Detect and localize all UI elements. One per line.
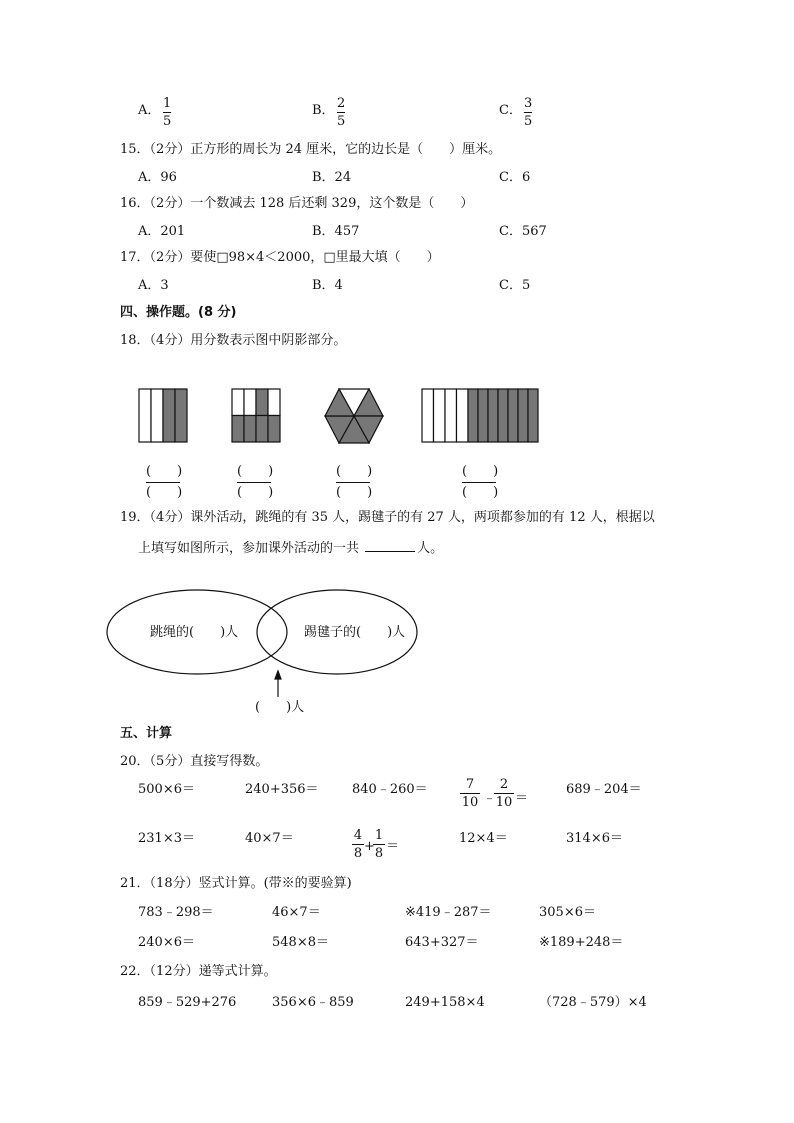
- section-4-heading: 四、操作题。(8 分): [120, 305, 237, 320]
- q20-fraction-2a: [352, 829, 364, 860]
- q18-figure-3-hexagon: [325, 389, 383, 443]
- q20-item: 500×6＝: [138, 782, 195, 797]
- q17-option-a: A．3: [138, 278, 169, 293]
- q21-item: 46×7＝: [272, 905, 321, 920]
- q18-answer-1[interactable]: [146, 464, 183, 500]
- denominator: 5: [337, 114, 346, 129]
- q19-line-2-unit: 人。: [417, 541, 444, 556]
- q19-line-2-text: 上填写如图所示，参加课外活动的一共: [138, 541, 360, 556]
- q21-item: ※419﹣287＝: [405, 905, 492, 920]
- q19-venn-diagram: [107, 590, 417, 697]
- q14-option-c-label: C．: [499, 103, 522, 118]
- q17-question: 17．（2分）要使□98×4＜2000，□里最大填（ ）: [120, 250, 440, 265]
- q21-item: 305×6＝: [539, 905, 596, 920]
- q22-item: 249+158×4: [405, 995, 485, 1010]
- answer-numerator[interactable]: ( ): [462, 464, 499, 479]
- numerator: 7: [465, 777, 475, 792]
- q15-option-b: B．24: [312, 170, 352, 185]
- q16-option-c: C．567: [499, 224, 547, 239]
- q21-item: 548×8＝: [272, 935, 329, 950]
- q18-figure-1-bar: [139, 389, 187, 442]
- q21-item: 643+327＝: [405, 935, 479, 950]
- numerator: 2: [337, 96, 346, 111]
- q20-fraction-operator: +: [364, 839, 375, 854]
- answer-denominator[interactable]: ( ): [462, 485, 499, 500]
- q20-fraction-1a: [460, 778, 480, 809]
- denominator: 5: [524, 114, 533, 129]
- q22-question: 22．（12分）递等式计算。: [120, 964, 277, 979]
- q20-item: 231×3＝: [138, 831, 195, 846]
- q20-fraction-1b: [494, 778, 514, 809]
- q20-fraction-equals: ＝: [386, 839, 400, 854]
- q19-answer-blank[interactable]: [365, 540, 415, 552]
- q21-item: ※189+248＝: [539, 935, 624, 950]
- q20-item: 840﹣260＝: [352, 782, 428, 797]
- numerator: 1: [163, 96, 172, 111]
- answer-denominator[interactable]: ( ): [237, 485, 274, 500]
- numerator: 3: [524, 96, 533, 111]
- q16-option-a: A．201: [138, 224, 186, 239]
- q20-fraction-operator: ﹣: [483, 791, 497, 806]
- q16-question: 16．（2分）一个数减去 128 后还剩 329，这个数是（ ）: [120, 196, 474, 211]
- answer-denominator[interactable]: ( ): [336, 485, 373, 500]
- q20-item: 40×7＝: [245, 831, 294, 846]
- venn-intersection-label: ( )人: [255, 700, 305, 715]
- q20-fraction-equals: ＝: [515, 791, 529, 806]
- q20-fraction-2b: [373, 829, 385, 860]
- q19-question-line-2: [138, 540, 443, 555]
- q20-item: 12×4＝: [459, 831, 508, 846]
- q21-item: 240×6＝: [138, 935, 195, 950]
- q22-item: 859﹣529+276: [138, 995, 237, 1010]
- q18-answer-3[interactable]: [336, 464, 373, 500]
- section-5-heading: 五、计算: [120, 726, 173, 741]
- venn-arrow-head: [275, 671, 281, 679]
- q20-item: 689﹣204＝: [566, 782, 642, 797]
- q20-question: 20．（5分）直接写得数。: [120, 754, 269, 769]
- q22-item: 356×6﹣859: [272, 995, 354, 1010]
- q20-item: 240+356＝: [245, 782, 319, 797]
- q15-option-c: C．6: [499, 170, 531, 185]
- answer-denominator[interactable]: ( ): [146, 485, 183, 500]
- denominator: 5: [163, 114, 172, 129]
- q18-figure-2-grid: [232, 389, 280, 442]
- q15-question: 15．（2分）正方形的周长为 24 厘米，它的边长是（ ）厘米。: [120, 142, 502, 157]
- venn-right-label: 踢毽子的( )人: [304, 625, 406, 640]
- numerator: 2: [499, 777, 509, 792]
- answer-numerator[interactable]: ( ): [146, 464, 183, 479]
- q18-answer-2[interactable]: [237, 464, 274, 500]
- q21-question: 21．（18分）竖式计算。(带※的要验算): [120, 876, 352, 891]
- q18-answer-4[interactable]: [462, 464, 499, 500]
- denominator: 8: [374, 846, 384, 861]
- q20-item: 314×6＝: [566, 831, 623, 846]
- q14-option-a-label: A．: [138, 103, 161, 118]
- q18-question: 18．（4分）用分数表示图中阴影部分。: [120, 333, 347, 348]
- denominator: 8: [353, 846, 363, 861]
- q22-item: （728﹣579）×4: [539, 995, 647, 1010]
- q16-option-b: B．457: [312, 224, 360, 239]
- denominator: 10: [495, 795, 513, 810]
- q21-item: 783﹣298＝: [138, 905, 214, 920]
- numerator: 4: [353, 828, 363, 843]
- denominator: 10: [461, 795, 479, 810]
- q17-option-c: C．5: [499, 278, 531, 293]
- q17-option-b: B．4: [312, 278, 343, 293]
- q15-option-a: A．96: [138, 170, 177, 185]
- answer-numerator[interactable]: ( ): [237, 464, 274, 479]
- q19-question-line-1: 19．（4分）课外活动，跳绳的有 35 人，踢毽子的有 27 人，两项都参加的有 12 人，根据以: [120, 510, 655, 525]
- q18-figure-4-bar: [422, 389, 538, 442]
- venn-left-label: 跳绳的( )人: [150, 625, 239, 640]
- numerator: 1: [374, 828, 384, 843]
- q14-option-b-label: B．: [312, 103, 335, 118]
- answer-numerator[interactable]: ( ): [336, 464, 373, 479]
